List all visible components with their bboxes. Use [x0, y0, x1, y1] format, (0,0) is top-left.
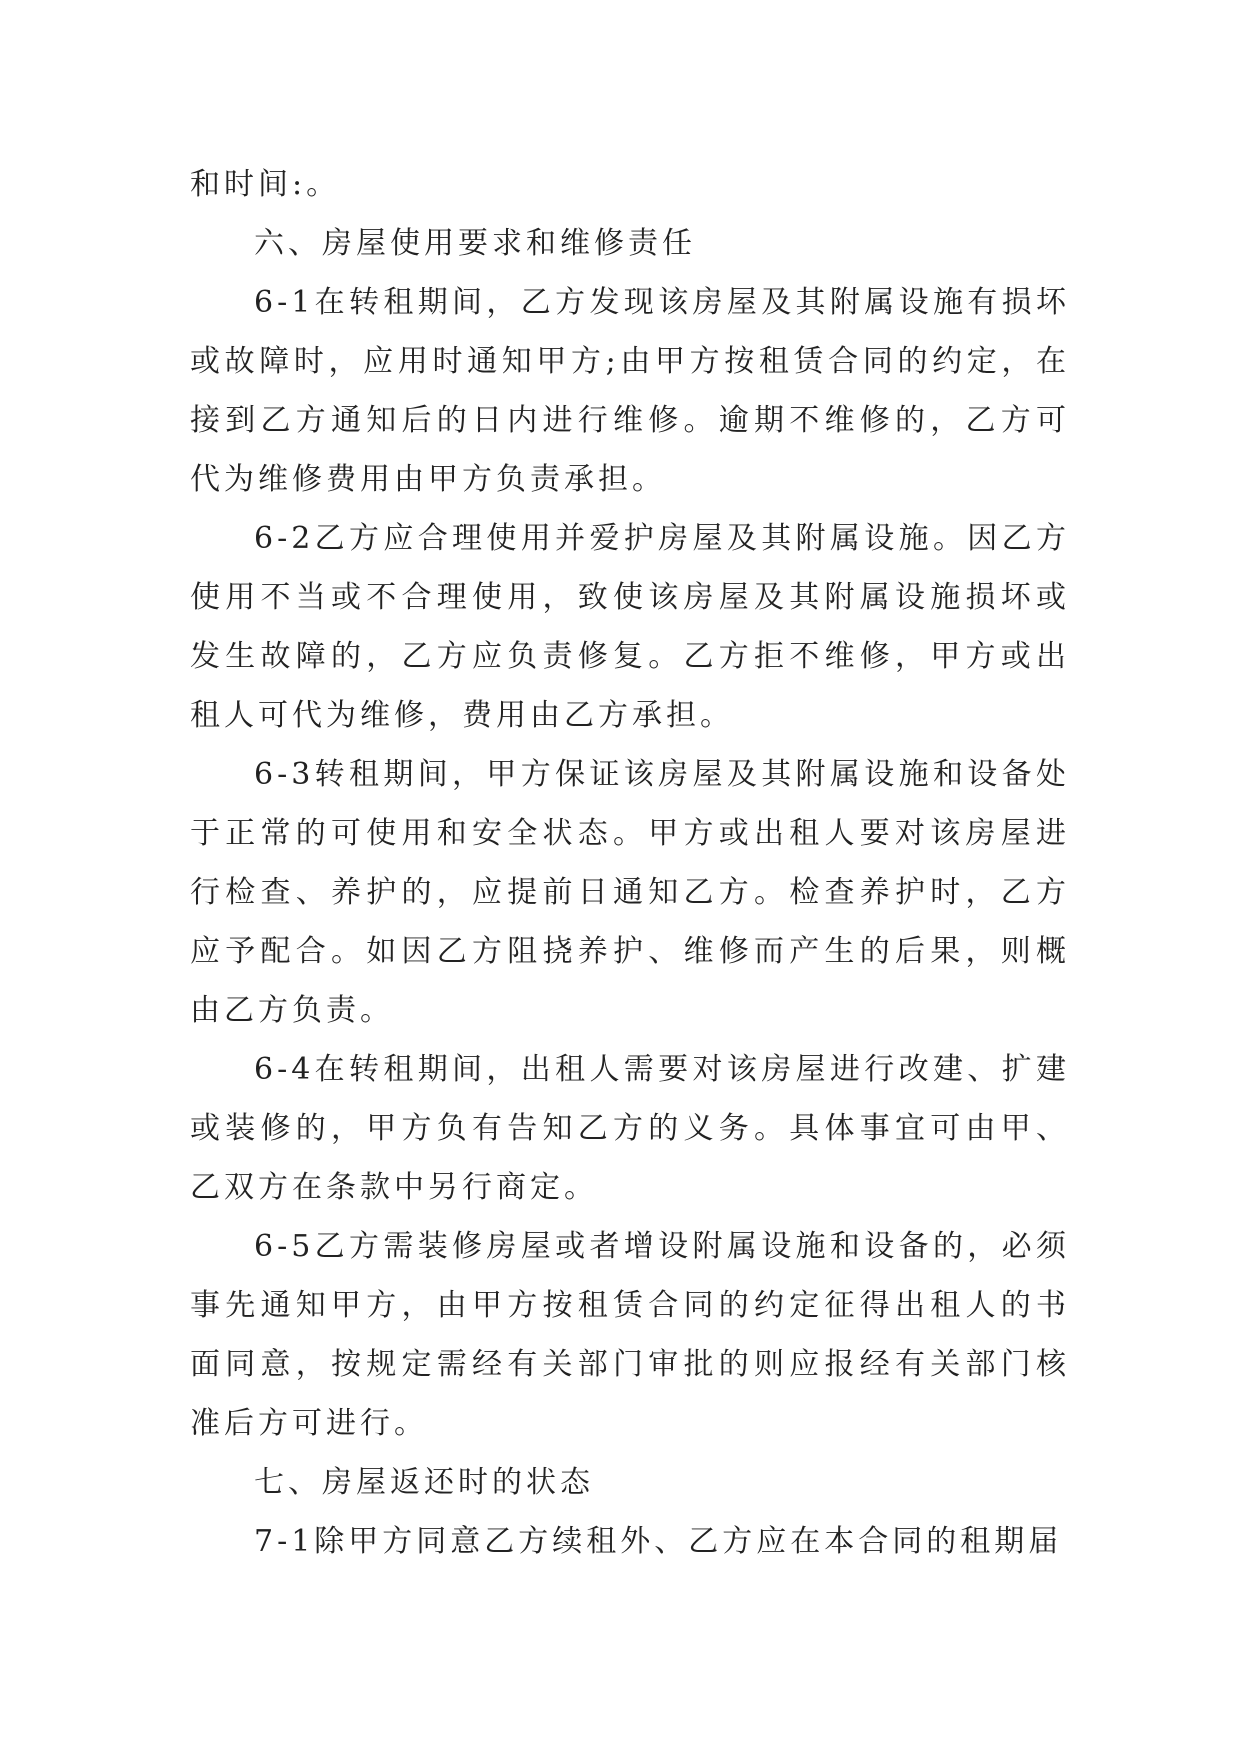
document-body: [190, 155, 1070, 1571]
paragraph-continuation: 和时间:。: [190, 167, 341, 202]
clause-6-2: 6-2乙方应合理使用并爱护房屋及其附属设施。因乙方使用不当或不合理使用，致使该房屋及其附属设施损坏或发生故障的，乙方应负责修复。乙方拒不维修，甲方或出租人可代为维修，费用由乙方承担。: [190, 521, 1070, 733]
clause-7-1: 7-1除甲方同意乙方续租外、乙方应在本合同的租期届: [254, 1524, 1063, 1559]
clause-6-4: 6-4在转租期间，出租人需要对该房屋进行改建、扩建或装修的，甲方负有告知乙方的义务。具体事宜可由甲、乙双方在条款中另行商定。: [190, 1052, 1070, 1205]
section-heading-7: 七、房屋返还时的状态: [254, 1465, 594, 1500]
clause-6-3: 6-3转租期间，甲方保证该房屋及其附属设施和设备处于正常的可使用和安全状态。甲方或出租人要对该房屋进行检查、养护的，应提前日通知乙方。检查养护时，乙方应予配合。如因乙方阻挠养护、维修而产生的后果，则概由乙方负责。: [190, 757, 1070, 1028]
clause-6-5: 6-5乙方需装修房屋或者增设附属设施和设备的，必须事先通知甲方，由甲方按租赁合同的约定征得出租人的书面同意，按规定需经有关部门审批的则应报经有关部门核准后方可进行。: [190, 1229, 1070, 1441]
clause-6-1: 6-1在转租期间，乙方发现该房屋及其附属设施有损坏或故障时，应用时通知甲方;由甲方按租赁合同的约定，在接到乙方通知后的日内进行维修。逾期不维修的，乙方可代为维修费用由甲方负责承担。: [190, 285, 1070, 497]
section-heading-6: 六、房屋使用要求和维修责任: [254, 226, 696, 261]
